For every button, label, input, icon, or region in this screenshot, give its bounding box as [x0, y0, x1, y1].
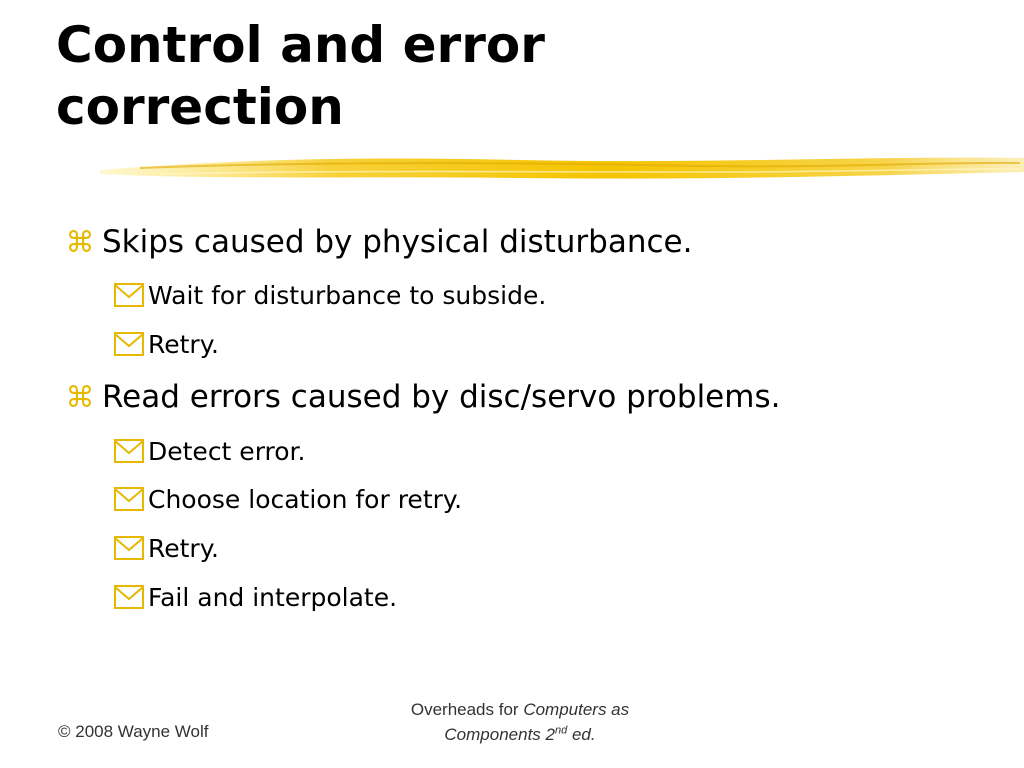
- footer-edition-suffix: ed.: [567, 725, 596, 744]
- z-bullet-icon: ⌘: [65, 225, 95, 259]
- y-bullet-icon: [114, 486, 144, 512]
- footer-book-title-1: Computers as: [523, 700, 630, 719]
- sub-bullet-item: [114, 531, 219, 565]
- bullet-text: Read errors caused by disc/servo problems.: [102, 379, 781, 415]
- sub-bullet-item: [114, 580, 397, 614]
- z-bullet-icon: ⌘: [65, 380, 95, 414]
- footer-overheads-label: Overheads for: [410, 700, 524, 719]
- footer-copyright: © 2008 Wayne Wolf: [58, 722, 209, 741]
- sub-bullet-text: Detect error.: [148, 436, 306, 466]
- y-bullet-icon: [114, 535, 144, 561]
- sub-bullet-item: [114, 278, 546, 312]
- title-line-2: correction: [56, 78, 344, 136]
- sub-bullet-text: Retry.: [148, 533, 219, 563]
- bullet-text: Skips caused by physical disturbance.: [102, 224, 693, 260]
- y-bullet-icon: [114, 331, 144, 357]
- title-line-1: Control and error: [56, 16, 545, 74]
- sub-bullet-item: [114, 434, 305, 468]
- bullet-item: [64, 222, 692, 262]
- y-bullet-icon: [114, 282, 144, 308]
- sub-bullet-item: [114, 327, 219, 361]
- sub-bullet-text: Fail and interpolate.: [148, 582, 398, 612]
- footer-book-title-2: Components 2: [444, 725, 555, 744]
- sub-bullet-item: [114, 482, 462, 516]
- y-bullet-icon: [114, 438, 144, 464]
- footer-edition-sup: nd: [554, 724, 568, 737]
- sub-bullet-text: Retry.: [148, 329, 219, 359]
- footer-book-credit: [360, 697, 680, 747]
- bullet-item: [64, 377, 780, 417]
- y-bullet-icon: [114, 584, 144, 610]
- sub-bullet-text: Wait for disturbance to subside.: [148, 280, 547, 310]
- sub-bullet-text: Choose location for retry.: [148, 484, 463, 514]
